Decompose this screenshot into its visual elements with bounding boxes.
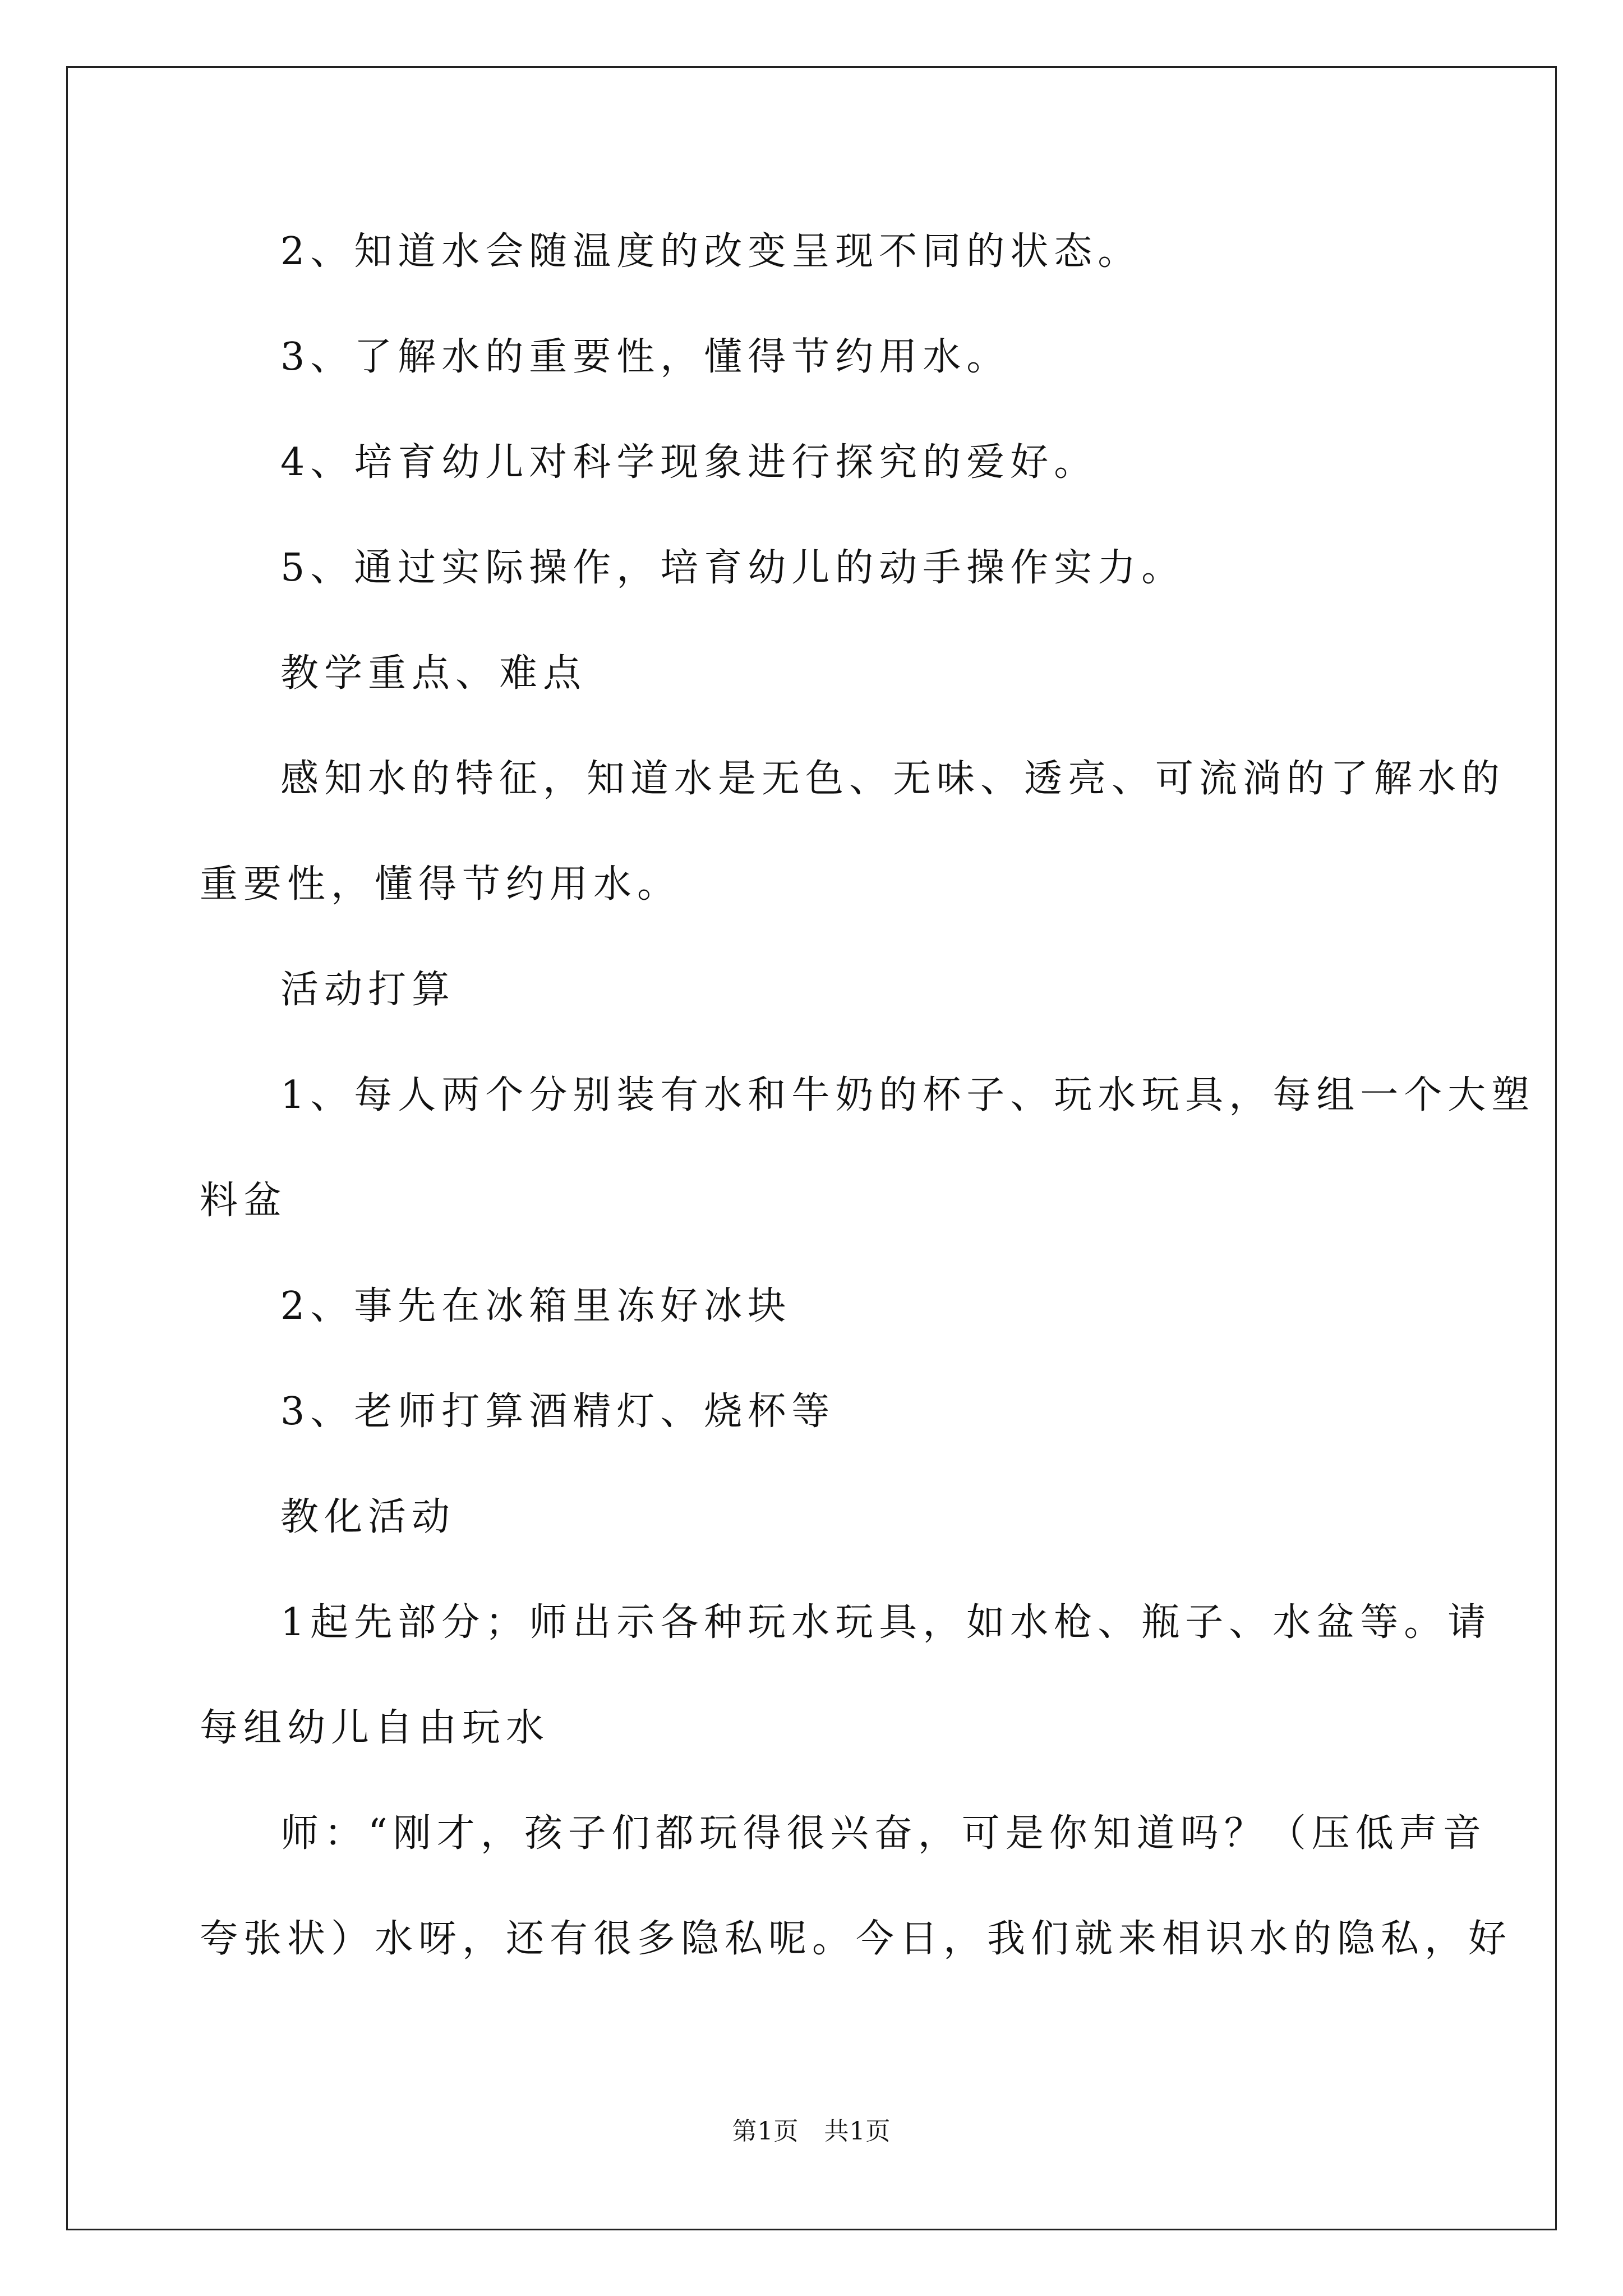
paragraph-line: 夸张状）水呀，还有很多隐私呢。今日，我们就来相识水的隐私，好 [200, 1917, 1513, 1961]
paragraph-line: 3、老师打算酒精灯、烧杯等 [280, 1389, 836, 1434]
paragraph-line: 每组幼儿自由玩水 [200, 1706, 550, 1750]
paragraph-line: 感知水的特征，知道水是无色、无味、透亮、可流淌的了解水的 [280, 757, 1506, 801]
paragraph-line: 2、事先在冰箱里冻好冰块 [280, 1284, 792, 1328]
paragraph-line: 5、通过实际操作，培育幼儿的动手操作实力。 [280, 546, 1186, 590]
paragraph-line: 重要性，懂得节约用水。 [200, 862, 681, 907]
paragraph-line: 4、培育幼儿对科学现象进行探究的爱好。 [280, 440, 1098, 485]
paragraph-line: 3、了解水的重要性，懂得节约用水。 [280, 335, 1011, 379]
section-heading: 教学重点、难点 [280, 651, 587, 696]
paragraph-line: 师：“刚才，孩子们都玩得很兴奋，可是你知道吗？（压低声音 [280, 1811, 1487, 1856]
paragraph-line: 1起先部分；师出示各种玩水玩具，如水枪、瓶子、水盆等。请 [280, 1600, 1492, 1645]
section-heading: 教化活动 [280, 1495, 456, 1539]
paragraph-line: 2、知道水会随温度的改变呈现不同的状态。 [280, 229, 1142, 274]
page-footer: 第1页 共1页 [732, 2117, 891, 2146]
paragraph-line: 料盆 [200, 1179, 288, 1223]
paragraph-line: 1、每人两个分别装有水和牛奶的杯子、玩水玩具，每组一个大塑 [280, 1073, 1536, 1117]
section-heading: 活动打算 [280, 968, 456, 1012]
